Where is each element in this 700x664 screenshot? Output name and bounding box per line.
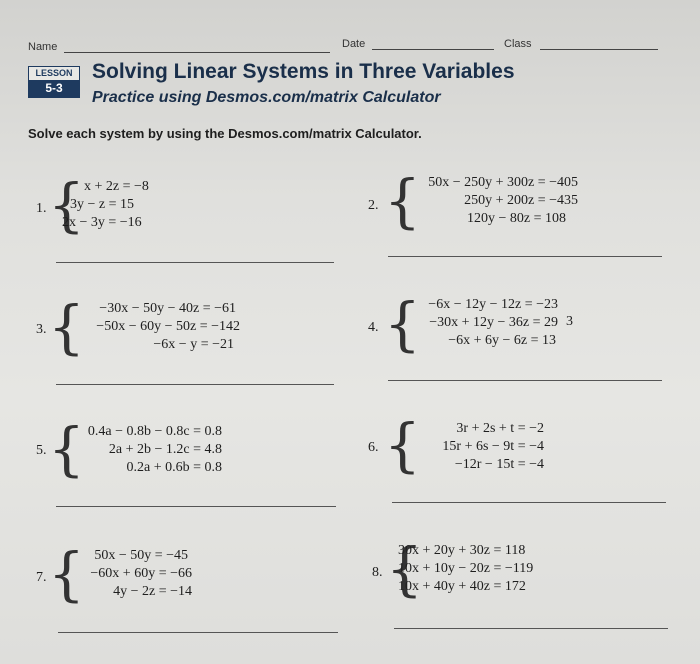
system-brace: { <box>48 171 85 239</box>
equation: 30x + 20y + 30z = 118 <box>398 543 526 558</box>
answer-line[interactable] <box>394 628 668 629</box>
equation: 2a + 2b − 1.2c = 4.8 <box>108 442 222 457</box>
problem-number: 5. <box>36 443 47 458</box>
equation-system <box>398 174 578 228</box>
answer-line[interactable] <box>392 502 666 503</box>
equation: 10x + 10y − 20z = −119 <box>398 561 534 576</box>
equation: −30x − 50y − 40z = −61 <box>99 301 236 316</box>
equation: −12r − 15t = −4 <box>454 457 544 472</box>
equation: −60x + 60y = −66 <box>90 566 192 581</box>
equation-system <box>62 178 172 232</box>
equation: 250y + 200z = −435 <box>464 193 578 208</box>
equation-system <box>58 423 222 477</box>
lesson-label: LESSON <box>29 67 79 80</box>
answer-line[interactable] <box>388 256 662 257</box>
equation: 4y − 2z = −14 <box>113 584 192 599</box>
equation: 3r + 2s + t = −2 <box>456 421 544 436</box>
equation: 0.2a + 0.6b = 0.8 <box>126 460 222 475</box>
name-line <box>64 52 330 53</box>
equation: 10x + 40y + 40z = 172 <box>398 579 526 594</box>
equation-system <box>398 542 574 596</box>
equation-system <box>396 296 558 350</box>
equation: −6x − y = −21 <box>153 337 234 352</box>
system-brace: { <box>384 290 421 358</box>
equation: x + 2z = −8 <box>84 179 149 194</box>
page-subtitle: Practice using Desmos.com/matrix Calculator <box>92 89 441 106</box>
problem-number: 3. <box>36 322 47 337</box>
answer-line[interactable] <box>56 506 336 507</box>
equation: 15r + 6s − 9t = −4 <box>442 439 544 454</box>
name-label: Name <box>28 41 58 53</box>
system-brace: { <box>48 415 85 483</box>
problem-number: 2. <box>368 198 379 213</box>
equation: 3y − z = 15 <box>70 197 135 212</box>
equation: 120y − 80z = 108 <box>466 211 566 226</box>
lesson-badge <box>28 66 80 98</box>
page-title: Solving Linear Systems in Three Variables <box>92 60 515 83</box>
system-brace: { <box>48 293 85 361</box>
system-brace: { <box>386 535 423 603</box>
answer-line[interactable] <box>58 632 338 633</box>
instructions: Solve each system by using the Desmos.com/matrix Calculator. <box>28 126 422 141</box>
problem-number: 1. <box>36 201 47 216</box>
equation: 0.4a − 0.8b − 0.8c = 0.8 <box>87 424 222 439</box>
problem-number: 7. <box>36 570 47 585</box>
equation: 50x − 50y = −45 <box>94 548 188 563</box>
equation: −6x − 12y − 12z = −23 <box>428 297 558 312</box>
answer-line[interactable] <box>56 262 334 263</box>
equation: −6x + 6y − 6z = 13 <box>448 333 556 348</box>
date-label: Date <box>342 38 366 50</box>
equation: −30x + 12y − 36z = 29 <box>429 315 558 330</box>
equation-system <box>398 420 544 474</box>
handwritten-note: 3 <box>566 314 573 329</box>
problem-number: 6. <box>368 440 379 455</box>
system-brace: { <box>384 167 421 235</box>
equation: 50x − 250y + 300z = −405 <box>428 175 578 190</box>
date-line <box>372 49 494 50</box>
equation-system <box>58 547 192 601</box>
answer-line[interactable] <box>56 384 334 385</box>
problem-number: 8. <box>372 565 383 580</box>
class-label: Class <box>504 38 532 50</box>
system-brace: { <box>384 411 421 479</box>
equation: 2x − 3y = −16 <box>62 215 142 230</box>
system-brace: { <box>48 540 85 608</box>
lesson-number: 5-3 <box>29 80 79 97</box>
problem-number: 4. <box>368 320 379 335</box>
answer-line[interactable] <box>388 380 662 381</box>
equation: −50x − 60y − 50z = −142 <box>96 319 240 334</box>
class-line <box>540 49 658 50</box>
equation-system <box>58 300 240 354</box>
